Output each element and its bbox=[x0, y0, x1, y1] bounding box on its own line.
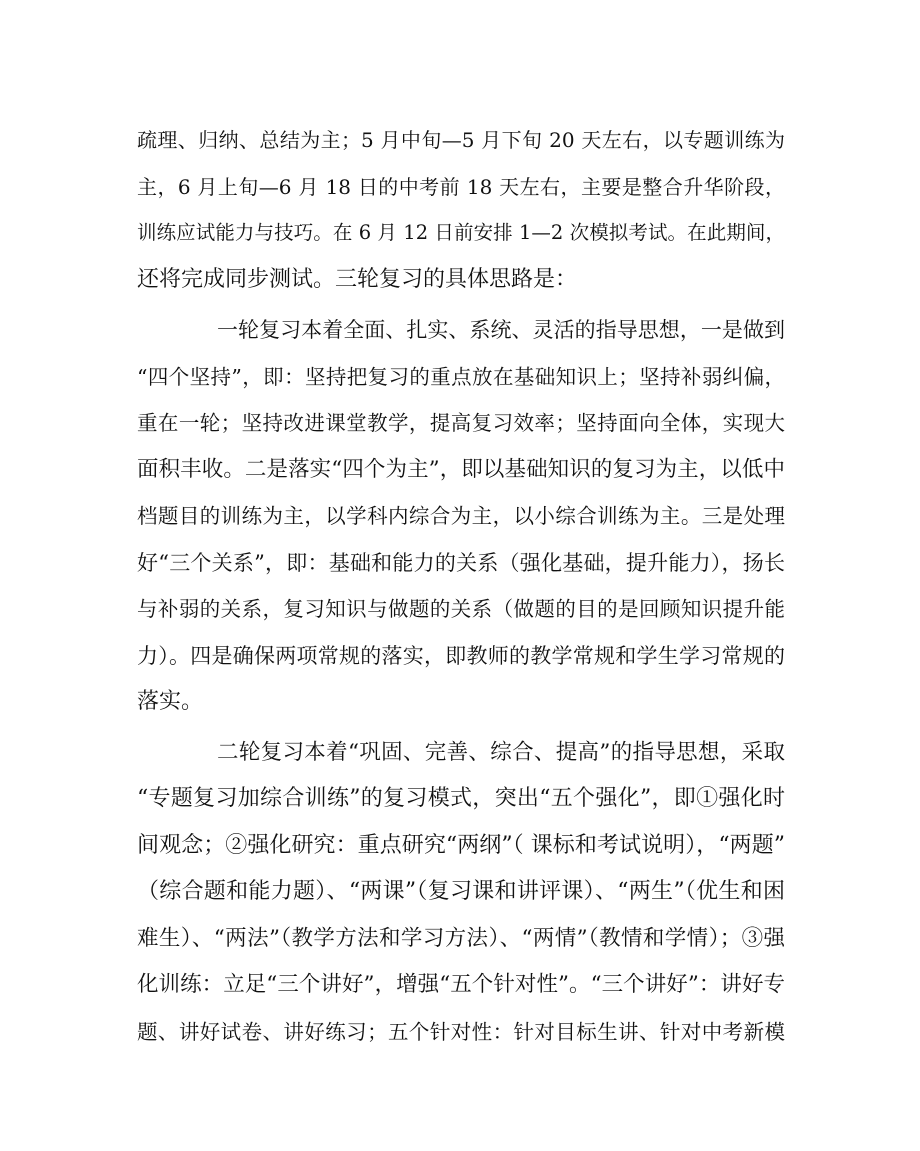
text-line: 面积丰收。二是落实“四个为主”，即以基础知识的复习为主，以低中 bbox=[137, 456, 785, 482]
text-line: 题、讲好试卷、讲好练习；五个针对性：针对目标生讲、针对中考新模 bbox=[137, 1019, 785, 1044]
text-line: 训练应试能力与技巧。在 6 月 12 日前安排 1—2 次模拟考试。在此期间， bbox=[137, 221, 785, 244]
text-line: 力）。四是确保两项常规的落实，即教师的教学常规和学生学习常规的 bbox=[137, 643, 785, 668]
text-line: 疏理、归纳、总结为主；5 月中旬—5 月下旬 20 天左右，以专题训练为 bbox=[137, 128, 785, 152]
text-line: “专题复习加综合训练”的复习模式，突出“五个强化”，即①强化时 bbox=[137, 786, 785, 811]
text-line: 档题目的训练为主，以学科内综合为主，以小综合训练为主。三是处理 bbox=[137, 504, 785, 528]
text-line: 一轮复习本着全面、扎实、系统、灵活的指导思想，一是做到 bbox=[217, 318, 785, 342]
text-line: 二轮复习本着“巩固、完善、综合、提高”的指导思想，采取 bbox=[217, 739, 785, 765]
text-line: 与补弱的关系，复习知识与做题的关系（做题的目的是回顾知识提升能 bbox=[137, 597, 785, 621]
text-line: 主，6 月上旬—6 月 18 日的中考前 18 天左右，主要是整合升华阶段， bbox=[137, 174, 785, 199]
document-body bbox=[137, 117, 785, 1055]
text-line: 难生）、“两法”（教学方法和学习方法）、“两情”（教情和学情）；③强 bbox=[137, 925, 785, 951]
text-line: “四个坚持”，即：坚持把复习的重点放在基础知识上；坚持补弱纠偏， bbox=[137, 364, 785, 389]
text-line: 落实。 bbox=[137, 689, 204, 714]
paragraph-3 bbox=[137, 730, 785, 1056]
text-line: 间观念；②强化研究：重点研究“两纲”（ 课标和考试说明），“两题” bbox=[137, 832, 785, 858]
paragraph-2 bbox=[137, 307, 785, 726]
text-line: （综合题和能力题）、“两课”（复习课和讲评课）、“两生”（优生和困 bbox=[137, 879, 785, 904]
paragraph-1 bbox=[137, 117, 785, 303]
text-line: 重在一轮；坚持改进课堂教学，提高复习效率；坚持面向全体，实现大 bbox=[137, 411, 785, 435]
text-line: 化训练：立足“三个讲好”，增强“五个针对性”。“三个讲好”：讲好专 bbox=[137, 972, 785, 997]
text-line: 好“三个关系”，即：基础和能力的关系（强化基础，提升能力），扬长 bbox=[137, 550, 785, 575]
text-line: 还将完成同步测试。三轮复习的具体思路是： bbox=[137, 266, 578, 292]
